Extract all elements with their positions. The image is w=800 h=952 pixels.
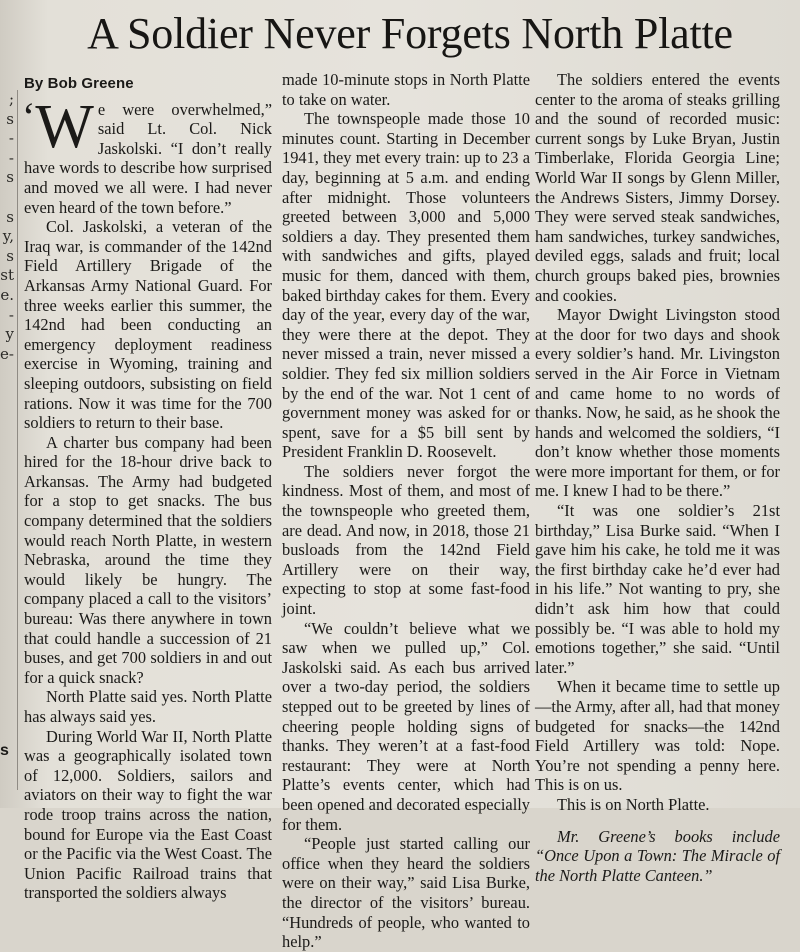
paragraph: made 10-minute stops in North Platte to take on water. <box>282 70 530 109</box>
edge-fragment: s <box>6 168 14 187</box>
column-3 <box>535 70 780 885</box>
edge-fragment <box>0 364 16 384</box>
edge-fragment <box>0 658 16 678</box>
edge-fragment: s <box>6 207 14 226</box>
edge-fragment <box>0 678 16 698</box>
edge-fragment <box>0 462 16 482</box>
edge-fragment <box>0 404 16 424</box>
edge-fragment <box>0 188 16 208</box>
edge-fragment <box>0 599 16 619</box>
edge-fragment <box>0 560 16 580</box>
paragraph: When it became time to settle up—the Army, after all, had that money budgeted for snacks—the 142nd Field Artillery was told: Nope. You’re not spending a penny here. This is on us. <box>535 677 780 795</box>
edge-fragment <box>0 717 16 737</box>
edge-fragment: e. <box>0 285 14 304</box>
paragraph: A charter bus company had been hired for the 18-hour drive back to Arkansas. The Army had budgeted for a stop to get snacks. The bus company determined that the soldiers would reach North Platte, in western Nebraska, around the time they would likely be hungry. The company placed a call to the visitors’ bureau: Was there anywhere in town that could handle a succession of 21 buses, and get 700 soldiers in and out for a quick snack? <box>24 432 272 687</box>
edge-fragment: y <box>5 325 14 344</box>
edge-fragment <box>0 639 16 659</box>
edge-fragment: y, <box>2 227 14 246</box>
paragraph: “It was one soldier’s 21st birthday,” Lisa Burke said. “When I gave him his cake, he told me it was the first birthday cake he’d ever had in his life.” Not wanting to pry, she didn’t ask him how that could possibly be. “I was able to hold my emotions together,” she said. “Until later.” <box>535 501 780 677</box>
drop-cap <box>22 92 94 161</box>
edge-fragment: e- <box>0 344 14 363</box>
paragraph: “We couldn’t believe what we saw when we pulled up,” Col. Jaskolski said. As each bus arrived over a two-day period, the soldiers stepped out to be greeted by lines of cheering people holding signs of thanks. They weren’t at a fast-food restaurant: They were at North Platte’s events center, which had been opened and decorated especially for them. <box>282 618 530 834</box>
edge-fragment: s <box>6 109 14 128</box>
edge-fragment <box>0 521 16 541</box>
edge-fragment: - <box>8 148 14 167</box>
adjacent-column-rule <box>17 90 18 790</box>
edge-fragment <box>0 384 16 404</box>
edge-fragment <box>0 501 16 521</box>
headline: A Soldier Never Forgets North Platte <box>87 9 733 58</box>
column-1 <box>24 72 272 903</box>
corner-fragment: s <box>0 742 9 759</box>
column-2 <box>282 70 530 952</box>
paragraph: Mayor Dwight Livingston stood at the door for two days and shook every soldier’s hand. Mr. Livingston served in the Air Force in Vietnam and came home to no words of thanks. Now, he said, as he shook the hands and welcomed the soldiers, “I don’t know whether those moments were more important for them, or for me. I knew I had to be there.” <box>535 305 780 501</box>
paragraph: During World War II, North Platte was a geographically isolated town of 12,000. Soldiers, sailors and aviators on their way to fight the war rode troop trains across the nation, bound for Europe via the East Coast or the Pacific via the West Coast. The Union Pacific Railroad trains that transported the soldiers always <box>24 726 272 903</box>
edge-fragment: - <box>8 129 14 148</box>
edge-fragment <box>0 580 16 600</box>
paragraph: The townspeople made those 10 minutes count. Starting in December 1941, they met every train: up to 23 a day, beginning at 5 a.m. and ending after midnight. Those volunteers greeted between 3,000 and 5,000 soldiers a day. They presented them with sandwiches and gifts, played music for them, danced with them, baked birthday cakes for them. Every day of the year, every day of the war, they were there at the depot. They never missed a train, never missed a soldier. They fed six million soldiers by the end of the war. Not 1 cent of government money was asked for or spent, save for a $5 bill sent by President Franklin D. Roosevelt. <box>282 109 530 462</box>
byline: By Bob Greene <box>24 75 134 92</box>
paragraph: Col. Jaskolski, a veteran of the Iraq war, is commander of the 142nd Field Artillery Brigade of the Arkansas Army National Guard. For three weeks earlier this summer, the 142nd had been conducting an emergency deployment readiness exercise in Wyoming, training and sleeping outdoors, subsisting on field rations. Now it was time for the 700 soldiers to return to their base. <box>24 217 272 433</box>
edge-fragment: - <box>8 305 14 324</box>
drop-cap-letter: W <box>35 92 94 161</box>
adjacent-column-fragments <box>0 90 16 790</box>
edge-fragment <box>0 619 16 639</box>
paragraph: The soldiers never forgot the kindness. Most of them, and most of the townspeople who greeted them, are dead. And now, in 2018, those 21 busloads from the 142nd Field Artillery were on their way, expecting to stop at some fast-food joint. <box>282 461 530 619</box>
paragraph: “People just started calling our office when they heard the soldiers were on their way,” said Lisa Burke, the director of the visitors’ bureau. “Hundreds of people, who wanted to help.” <box>282 834 530 952</box>
paragraph: The soldiers entered the events center to the aroma of steaks grilling and the sound of recorded music: current songs by Luke Bryan, Justin Timberlake, Florida Georgia Line; World War II songs by Glenn Miller, the Andrews Sisters, Jimmy Dorsey. They were served steak sandwiches, ham sandwiches, turkey sandwiches, deviled eggs, salads and fruit; local church groups baked pies, brownies and cookies. <box>535 70 780 305</box>
edge-fragment <box>0 443 16 463</box>
open-quote: ‘ <box>22 93 36 139</box>
lead-text: e were overwhelmed,” said Lt. Col. Nick Jaskolski. “I don’t really have words to describe how surprised and moved we all were. I had never even heard of the town before.” <box>24 99 272 217</box>
edge-fragment <box>0 697 16 717</box>
paragraph: This is on North Platte. <box>557 794 710 814</box>
author-signoff: Mr. Greene’s books include “Once Upon a Town: The Miracle of the North Platte Canteen.” <box>535 826 780 885</box>
edge-fragment <box>0 423 16 443</box>
edge-fragment: s <box>6 246 14 265</box>
lead-paragraph <box>22 92 272 218</box>
paragraph: North Platte said yes. North Platte has always said yes. <box>24 687 272 726</box>
edge-fragment <box>0 541 16 561</box>
edge-fragment <box>0 482 16 502</box>
edge-fragment: ; <box>8 90 14 108</box>
edge-fragment: st <box>0 266 14 285</box>
